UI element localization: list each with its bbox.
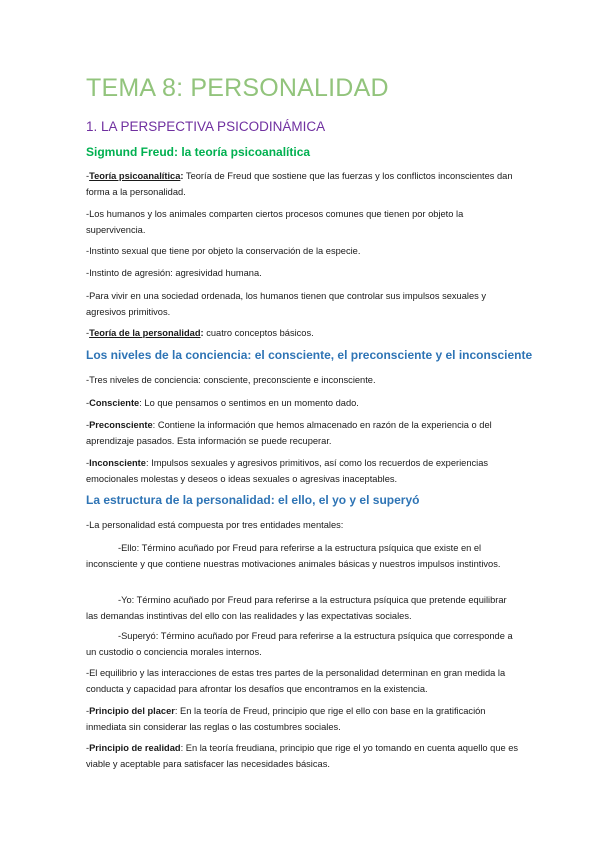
term-inconsciente: Inconsciente <box>89 458 146 468</box>
paragraph-principio-realidad: -Principio de realidad: En la teoría freudiana, principio que rige el yo tomando en cuenta aquello que es viable y aceptable para satisfacer las necesidades básicas. <box>86 743 519 769</box>
subtitle-estructura-personalidad: La estructura de la personalidad: el ello, el yo y el superyó <box>86 493 420 507</box>
paragraph-superyo: -Superyó: Término acuñado por Freud para referirse a la estructura psíquica que corresponde a un custodio o conciencia morales internos. <box>86 631 513 657</box>
paragraph-ello: -Ello: Término acuñado por Freud para referirse a la estructura psíquica que existe en el inconsciente y que contiene nuestras motivaciones animales básicas y nuestros impulsos instintivos. <box>86 543 501 569</box>
paragraph-principio-placer: -Principio del placer: En la teoría de Freud, principio que rige el ello con base en la gratificación inmediata sin considerar las reglas o las costumbres sociales. <box>86 706 486 732</box>
paragraph-teoria-personalidad: -Teoría de la personalidad: cuatro conceptos básicos. <box>86 328 314 338</box>
section-heading: 1. LA PERSPECTIVA PSICODINÁMICA <box>86 119 326 134</box>
paragraph-inconsciente: -Inconsciente: Impulsos sexuales y agresivos primitivos, así como los recuerdos de experiencias emocionales molestas y deseos o ideas sexuales o agresivas inaceptables. <box>86 458 489 484</box>
subtitle-niveles-conciencia: Los niveles de la conciencia: el consciente, el preconsciente y el inconsciente <box>86 348 533 362</box>
paragraph-instinto-agresion: -Instinto de agresión: agresividad humana. <box>86 268 262 278</box>
paragraph-yo: -Yo: Término acuñado por Freud para referirse a la estructura psíquica que pretende equilibrar las demandas instintivas del ello con las realidades y las expectativas sociales. <box>86 595 507 621</box>
term-preconsciente: Preconsciente <box>89 420 153 430</box>
page-title: TEMA 8: PERSONALIDAD <box>86 74 389 102</box>
subtitle-freud: Sigmund Freud: la teoría psicoanalítica <box>86 145 311 159</box>
paragraph-instinto-sexual: -Instinto sexual que tiene por objeto la conservación de la especie. <box>86 246 361 256</box>
term-principio-placer: Principio del placer <box>89 706 175 716</box>
term-teoria-psicoanalitica: Teoría psicoanalítica <box>89 171 181 181</box>
paragraph-tres-niveles: -Tres niveles de conciencia: consciente, preconsciente e inconsciente. <box>86 375 376 385</box>
paragraph-equilibrio: -El equilibrio y las interacciones de estas tres partes de la personalidad determinan en gran medida la conducta y capacidad para afrontar los desafíos que encontramos en la existencia. <box>86 668 506 694</box>
paragraph-preconsciente: -Preconsciente: Contiene la información que hemos almacenado en razón de la experiencia o del aprendizaje pasados. Esta información se puede recuperar. <box>86 420 492 446</box>
paragraph-tres-entidades: -La personalidad está compuesta por tres entidades mentales: <box>86 520 344 530</box>
term-consciente: Consciente <box>89 398 140 408</box>
paragraph-consciente: -Consciente: Lo que pensamos o sentimos en un momento dado. <box>86 398 359 408</box>
term-principio-realidad: Principio de realidad <box>89 743 181 753</box>
paragraph-sociedad-ordenada: -Para vivir en una sociedad ordenada, los humanos tienen que controlar sus impulsos sexuales y agresivos primitivos. <box>86 291 486 317</box>
term-teoria-personalidad: Teoría de la personalidad <box>89 328 201 338</box>
paragraph-teoria-psicoanalitica: -Teoría psicoanalítica: Teoría de Freud que sostiene que las fuerzas y los conflictos inconscientes dan forma a la personalidad. <box>86 171 513 197</box>
paragraph-humanos-animales: -Los humanos y los animales comparten ciertos procesos comunes que tienen por objeto la supervivencia. <box>86 209 464 235</box>
